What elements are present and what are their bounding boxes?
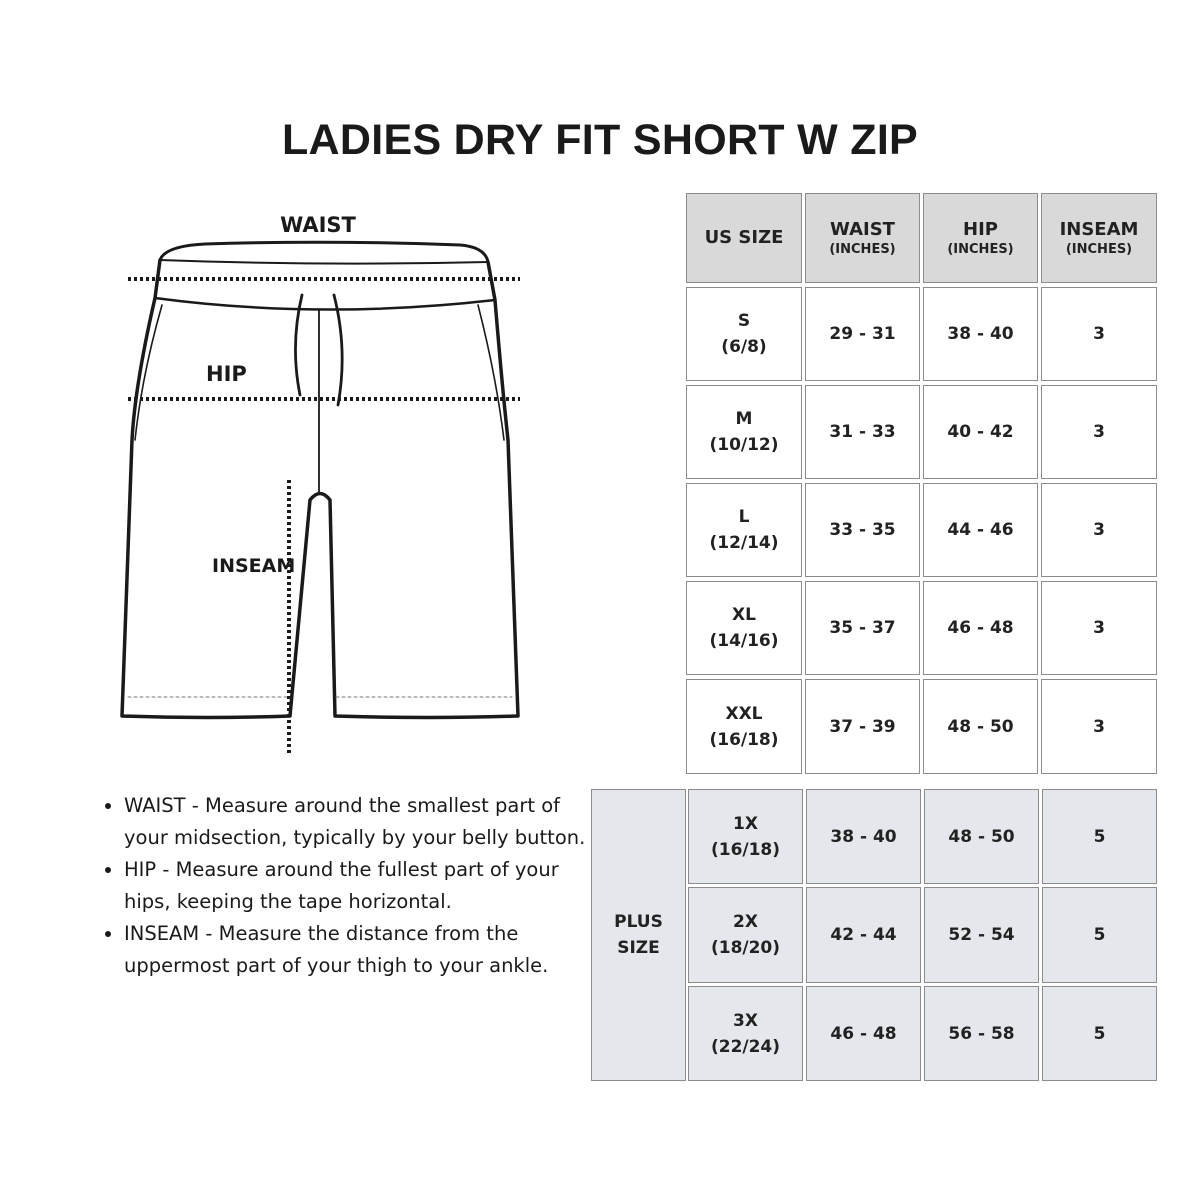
table-row-m-hip: 40 - 42 — [923, 385, 1038, 479]
table-row-s-size — [686, 287, 802, 381]
table-row-xl-waist: 35 - 37 — [805, 581, 920, 675]
page-title: LADIES DRY FIT SHORT W ZIP — [281, 116, 919, 164]
us-size-label: (10/12) — [709, 435, 779, 455]
table-row-1x-hip: 48 - 50 — [924, 789, 1039, 884]
table-row-xxl-inseam: 3 — [1041, 679, 1157, 774]
measurement-notes — [98, 790, 594, 982]
shorts-diagram — [110, 200, 540, 770]
header-hip-label: HIP — [963, 218, 998, 240]
table-row-xl-size — [686, 581, 802, 675]
header-inseam — [1041, 193, 1157, 283]
table-row-m-size — [686, 385, 802, 479]
header-waist — [805, 193, 920, 283]
table-row-xxl-hip: 48 - 50 — [923, 679, 1038, 774]
table-row-s-inseam: 3 — [1041, 287, 1157, 381]
us-size-label: (16/18) — [710, 839, 781, 860]
us-size-label: (22/24) — [710, 1036, 781, 1057]
inseam-label: INSEAM — [212, 555, 296, 577]
size-label: L — [738, 507, 750, 527]
table-row-2x-waist: 42 - 44 — [806, 887, 921, 983]
table-row-3x-inseam: 5 — [1042, 986, 1157, 1081]
size-label: 2X — [733, 912, 758, 932]
us-size-label: (16/18) — [709, 729, 779, 750]
table-row-s-hip: 38 - 40 — [923, 287, 1038, 381]
table-row-1x-size — [688, 789, 803, 884]
size-label: XXL — [725, 703, 763, 724]
header-hip-unit: (INCHES) — [947, 241, 1014, 257]
header-us-size — [686, 193, 802, 283]
size-label: 1X — [733, 813, 758, 834]
size-label: S — [737, 311, 751, 331]
table-row-xl-hip: 46 - 48 — [923, 581, 1038, 675]
note-inseam: • INSEAM - Measure the distance from the uppermost part of your thigh to your ankle. — [124, 918, 594, 982]
table-row-l-waist: 33 - 35 — [805, 483, 920, 577]
table-row-l-hip: 44 - 46 — [923, 483, 1038, 577]
hip-label: HIP — [206, 362, 247, 386]
note-waist: • WAIST - Measure around the smallest part of your midsection, typically by your belly button. — [124, 790, 594, 854]
header-waist-label: WAIST — [830, 218, 895, 240]
size-label: XL — [732, 605, 756, 625]
us-size-label: (14/16) — [709, 631, 779, 651]
header-hip — [923, 193, 1038, 283]
header-us-size-label: US SIZE — [704, 227, 784, 248]
us-size-label: (12/14) — [709, 533, 779, 553]
us-size-label: (18/20) — [710, 938, 781, 958]
header-inseam-label: INSEAM — [1059, 218, 1139, 240]
note-hip: • HIP - Measure around the fullest part of your hips, keeping the tape horizontal. — [124, 854, 594, 918]
table-row-xxl-size — [686, 679, 802, 774]
table-row-xxl-waist: 37 - 39 — [805, 679, 920, 774]
table-row-2x-inseam: 5 — [1042, 887, 1157, 983]
plus-label-line1: PLUS — [614, 912, 663, 932]
header-waist-unit: (INCHES) — [829, 241, 896, 257]
table-row-3x-waist: 46 - 48 — [806, 986, 921, 1081]
us-size-label: (6/8) — [721, 337, 767, 357]
table-row-1x-inseam: 5 — [1042, 789, 1157, 884]
plus-size-label — [591, 789, 686, 1081]
table-row-2x-hip: 52 - 54 — [924, 887, 1039, 983]
header-inseam-unit: (INCHES) — [1065, 241, 1133, 257]
table-row-l-inseam: 3 — [1041, 483, 1157, 577]
shorts-outline-icon — [122, 242, 518, 717]
table-row-1x-waist: 38 - 40 — [806, 789, 921, 884]
table-row-2x-size — [688, 887, 803, 983]
table-row-s-waist: 29 - 31 — [805, 287, 920, 381]
table-row-m-inseam: 3 — [1041, 385, 1157, 479]
size-label: M — [735, 409, 753, 429]
size-label: 3X — [733, 1010, 758, 1031]
table-row-l-size — [686, 483, 802, 577]
table-row-xl-inseam: 3 — [1041, 581, 1157, 675]
table-row-m-waist: 31 - 33 — [805, 385, 920, 479]
table-row-3x-hip: 56 - 58 — [924, 986, 1039, 1081]
plus-label-line2: SIZE — [617, 938, 660, 958]
waist-label: WAIST — [280, 213, 356, 237]
table-row-3x-size — [688, 986, 803, 1081]
